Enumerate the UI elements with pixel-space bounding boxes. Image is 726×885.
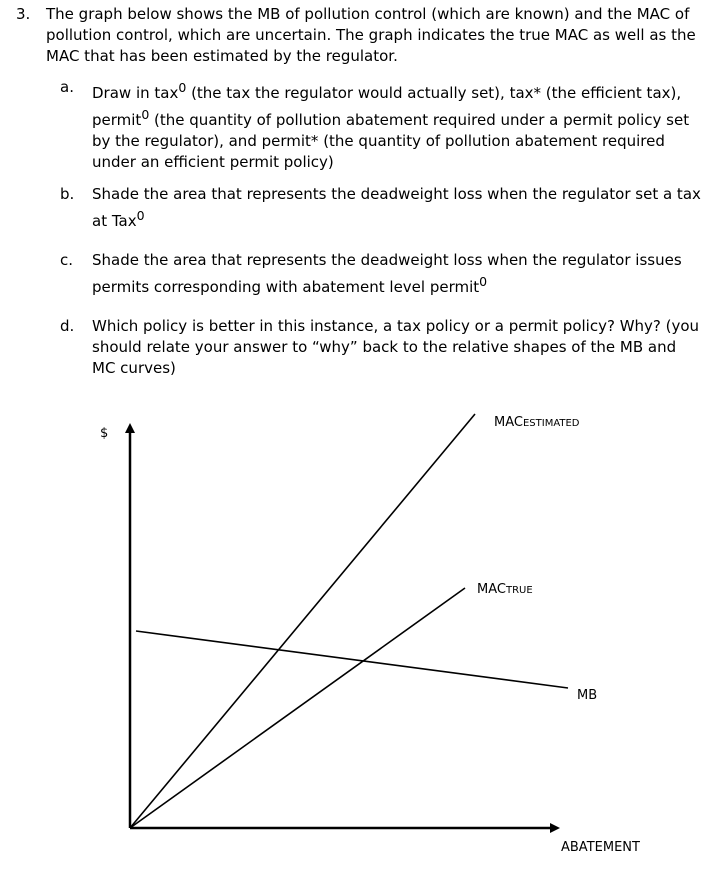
mb-curve <box>136 631 568 688</box>
mac-estimated-curve <box>130 414 475 828</box>
mac-estimated-label: MACESTIMATED <box>494 415 580 430</box>
mb-label: MB <box>577 688 598 703</box>
x-axis-label: ABATEMENT <box>561 840 640 855</box>
y-axis-label: $ <box>100 426 109 441</box>
item-label: d. <box>60 317 75 335</box>
mac-true-label: MACTRUE <box>477 582 533 597</box>
item-text: Shade the area that represents the deadweight loss when the regulator issues permits corresponding with abatement level permit$^0$ <box>92 251 682 296</box>
item-label: b. <box>60 185 75 203</box>
question-number: 3. <box>16 5 31 23</box>
item-text: Which policy is better in this instance, a tax policy or a permit policy? Why? (you should relate your answer to “why” back to the relative shapes of the MB and MC curves) <box>92 317 700 377</box>
mac-mb-graph <box>0 395 726 885</box>
item-text: Draw in tax$^0$ (the tax the regulator would actually set), tax* (the efficient tax), permit$^0$ (the quantity of pollution abatement required under a permit policy set by the regulator), and permit* (the quantity of pollution abatement required under an efficient permit policy) <box>92 80 690 171</box>
item-text: Shade the area that represents the deadweight loss when the regulator set a tax at Tax$^0$ <box>92 185 701 230</box>
mac-true-curve <box>130 588 465 828</box>
question-text: The graph below shows the MB of pollution control (which are known) and the MAC of pollution control, which are uncertain. The graph indicates the true MAC as well as the MAC that has been estimated by the regulator. <box>46 5 696 65</box>
item-label: a. <box>60 78 74 96</box>
item-label: c. <box>60 251 74 269</box>
